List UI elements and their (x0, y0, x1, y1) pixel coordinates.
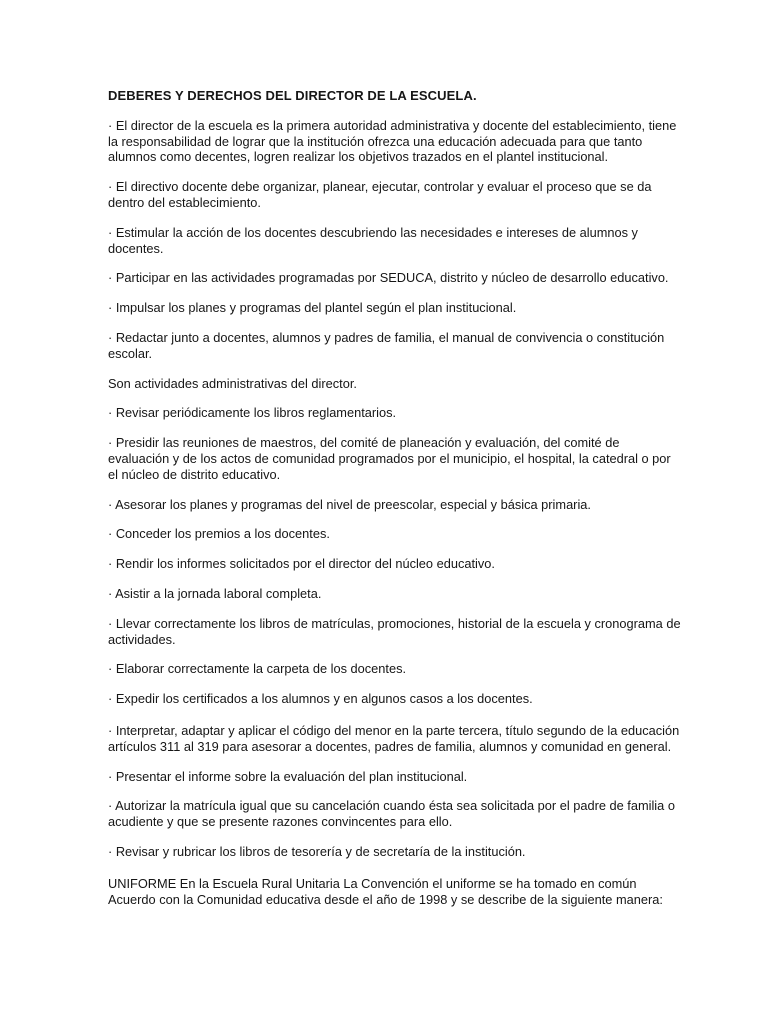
document-title: DEBERES Y DERECHOS DEL DIRECTOR DE LA ESCUELA. (108, 88, 477, 103)
paragraph: · Estimular la acción de los docentes descubriendo las necesidades e intereses de alumnos y docentes. (108, 224, 638, 256)
paragraph: · Rendir los informes solicitados por el director del núcleo educativo. (108, 556, 495, 572)
paragraph: · Asistir a la jornada laboral completa. (108, 585, 322, 601)
paragraph: · Impulsar los planes y programas del plantel según el plan institucional. (108, 300, 517, 316)
paragraph: · El directivo docente debe organizar, planear, ejecutar, controlar y evaluar el proceso que se da dentro del establecimiento. (108, 179, 652, 210)
paragraph: · Conceder los premios a los docentes. (108, 526, 330, 542)
paragraph: · Presentar el informe sobre la evaluación del plan institucional. (108, 768, 468, 784)
paragraph: · Redactar junto a docentes, alumnos y padres de familia, el manual de convivencia o constitución escolar. (108, 329, 665, 361)
paragraph: · Elaborar correctamente la carpeta de los docentes. (108, 661, 407, 677)
paragraph: · Autorizar la matrícula igual que su cancelación cuando ésta sea solicitada por el padre de familia o acudiente y que se presente razones convincentes para ello. (108, 798, 675, 830)
paragraph: · Revisar y rubricar los libros de tesorería y de secretaría de la institución. (108, 843, 526, 859)
paragraph-section-lead: Son actividades administrativas del director. (108, 375, 357, 391)
paragraph: · Asesorar los planes y programas del nivel de preescolar, especial y básica primaria. (108, 496, 591, 512)
paragraph: · Participar en las actividades programadas por SEDUCA, distrito y núcleo de desarrollo educativo. (108, 270, 669, 286)
paragraph: · Revisar periódicamente los libros reglamentarios. (108, 405, 397, 421)
paragraph-uniforme: UNIFORME En la Escuela Rural Unitaria La Convención el uniforme se ha tomado en común Acuerdo con la Comunidad educativa desde el año de 1998 y se describe de la siguiente manera: (108, 875, 663, 907)
paragraph: · El director de la escuela es la primera autoridad administrativa y docente del establecimiento, tiene la responsabilidad de lograr que la institución ofrezca una educación adecuada para que tanto alumnos como decentes, logren realizar los objetivos trazados en el plantel institucional. (108, 117, 677, 165)
paragraph: · Llevar correctamente los libros de matrículas, promociones, historial de la escuela y cronograma de actividades. (108, 615, 681, 647)
paragraph: · Interpretar, adaptar y aplicar el código del menor en la parte tercera, título segundo de la educación artículos 311 al 319 para asesorar a docentes, padres de familia, alumnos y comunidad en general. (108, 722, 680, 754)
paragraph: · Presidir las reuniones de maestros, del comité de planeación y evaluación, del comité de evaluación y de los actos de comunidad programados por el municipio, el hospital, la catedral o por el núcleo de distrito educativo. (108, 435, 671, 482)
paragraph: · Expedir los certificados a los alumnos y en algunos casos a los docentes. (108, 691, 533, 707)
